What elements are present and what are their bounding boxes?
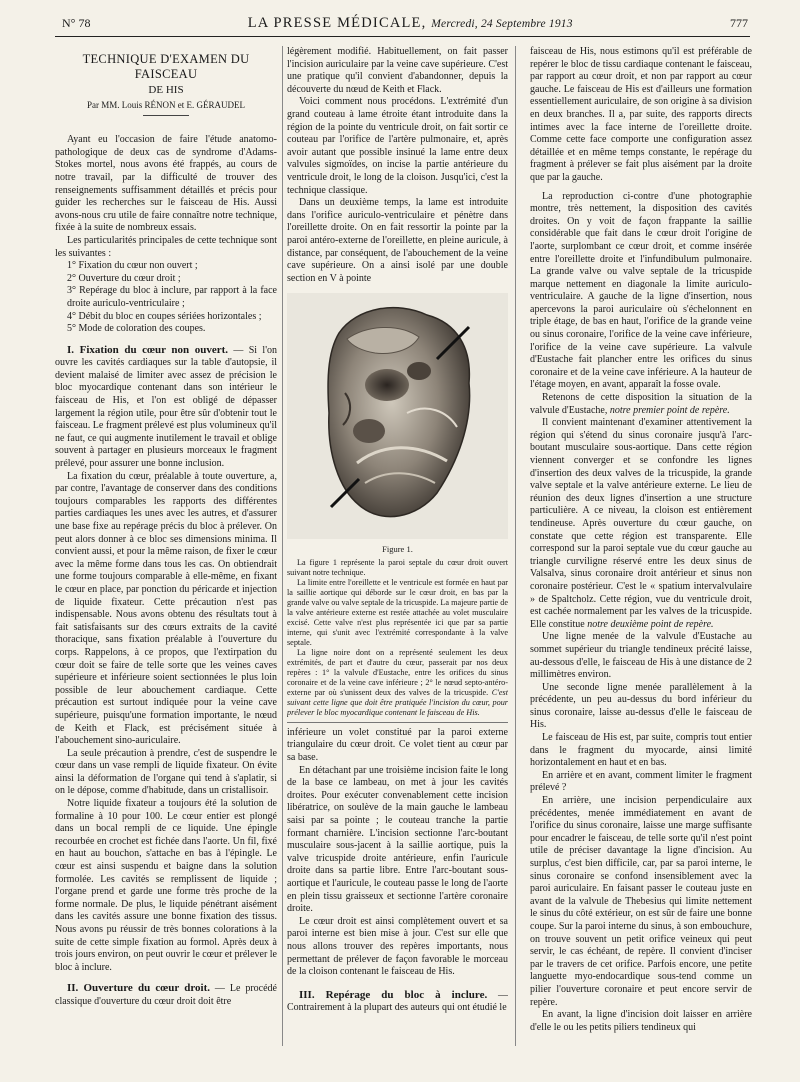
section-heading: III. Repérage du bloc à inclure. — [299, 988, 488, 1001]
paragraph: légèrement modifié. Habituellement, on fait passer l'incision auriculaire par la veine cave supérieure. C'est une pratique qu'il convient d'abandonner, depuis la découverte du nœud de Keith et Flack. — [287, 46, 508, 95]
paragraph-text: Retenons de cette disposition la situation de la valvule d'Eustache, — [530, 392, 752, 416]
paragraph: En avant, la ligne d'incision doit laisser en arrière d'elle le ou les petits piliers tendineux qui — [530, 1009, 752, 1033]
column-3 — [530, 46, 752, 1062]
landmark-one: notre premier point de repère. — [609, 404, 730, 416]
paragraph — [530, 417, 752, 631]
article-authors: Par MM. Louis RÉNON et E. GÉRAUDEL — [87, 99, 245, 110]
section-text: — Si l'on ouvre les cavités cardiaques sur la table d'autopsie, il devient malaisé de limiter avec assez de précision le bloc myocardique contenant dans son intérieur le faisceau de His, et l'on est obligé de dépasser largement la région utile, pour être sûr d'obtenir tout le faisceau. Le fragment prélevé est plus volumineux qu'il ne faut, ce qui augmente inutilement le travail et oblige souvent à partager en plusieurs morceaux le fragment prélevé, pour assurer une bonne inclusion. — [55, 344, 277, 470]
heart-photo-image — [287, 293, 508, 539]
heart-photograph — [287, 293, 508, 539]
landmark-two: notre deuxième point de repère. — [587, 618, 714, 630]
column-2 — [287, 46, 508, 1056]
list-item: 3° Repérage du bloc à inclure, par rapport à la face droite auriculo-ventriculaire ; — [67, 285, 277, 309]
paragraph: La reproduction ci-contre d'une photographie montre, très nettement, la disposition des cavités droites. On y voit de façon frappante la saillie considérable que fait dans le cœur droit l'origine de l'aorte, surplombant ce cœur droit, et comme insérée entre l'oreillette droite et l'infundibulum pulmonaire. La grande valve ou valve septale de la tricuspide marque nettement en diagonale la limite auriculo-ventriculaire. A gauche de la ligne d'insertion, nous apercevons la paroi auriculaire où s'échelonnent en triple étage, de bas en haut, l'orifice de la grande veine ou sinus coronaire, l'orifice de la veine cave inférieure, l'orifice de la veine cave supérieure. La valvule d'Eustache fait plancher entre les orifices du sinus coronaire et de la veine cave inférieure. A la hauteur de l'étage moyen, en avant, apparaît la fosse ovale. — [530, 190, 752, 391]
list-item: 1° Fixation du cœur non ouvert ; — [67, 260, 198, 272]
legend-paragraph — [287, 648, 508, 718]
paragraph: Une ligne menée de la valvule d'Eustache au sommet supérieur du triangle tendineux précité laisse, au-dessous d'elle, le faisceau de His à une distance de 2 millimètres environ. — [530, 631, 752, 681]
article-title-line2: DE HIS — [148, 84, 184, 96]
column-1 — [55, 46, 277, 1046]
paragraph: Voici comment nous procédons. L'extrémité d'un grand couteau à lame étroite étant introduite dans la région de la pointe du ventricule droit, on fait sortir ce couteau par l'orifice de l'artère pulmonaire, et, après avoir autant que possible insinué la lame entre deux valvules sigmoïdes, on incise la partie antérieure du ventricule droit, le long de la cloison. Jusqu'ici, c'est la technique classique. — [287, 96, 508, 196]
list-item: 4° Débit du bloc en coupes sériées horizontales ; — [67, 310, 262, 322]
section-3 — [287, 989, 508, 1015]
paragraph — [530, 392, 752, 417]
list-item: 2° Ouverture du cœur droit ; — [67, 272, 181, 284]
header-rule — [55, 36, 750, 37]
paragraph: inférieure un volet constitué par la paroi externe triangulaire du cœur droit. Ce volet tient au cœur par sa base. — [287, 726, 508, 764]
article-title: TECHNIQUE D'EXAMEN DU FAISCEAU — [82, 52, 250, 81]
paragraph: Dans un deuxième temps, la lame est introduite dans l'orifice auriculo-ventriculaire et pénètre dans l'oreillette droite. On en fait ressortir la pointe par la paroi antéro-externe de l'oreillette, en pleine auricule, à distance, par conséquent, de l'abouchement de la veine cave supérieure. On a ainsi isolé par une double section en V à pointe — [287, 197, 508, 284]
paragraph: Le faisceau de His est, par suite, compris tout entier dans le fragment du myocarde, ainsi limité horizontalement en haut et en bas. — [530, 732, 752, 769]
list-item: 5° Mode de coloration des coupes. — [67, 323, 206, 335]
legend-paragraph: La figure 1 représente la paroi septale du cœur droit ouvert suivant notre technique. — [287, 557, 508, 577]
paragraph: La seule précaution à prendre, c'est de suspendre le cœur dans un vase rempli de liquide fixateur. On évite ainsi la déformation de l'organe qui tend à s'aplatir, si on le dépose, comme d'habitude, dans un cristallisoir. — [55, 747, 277, 797]
paragraph: En arrière et en avant, comment limiter le fragment prélevé ? — [530, 769, 752, 794]
column-rule-1 — [282, 46, 283, 1046]
column-rule-2 — [515, 46, 516, 1046]
figure-label: Figure 1. — [382, 544, 413, 555]
section-heading: II. Ouverture du cœur droit. — [67, 982, 210, 995]
section-text: — Contrairement à la plupart des auteurs qui ont étudié le — [287, 989, 508, 1014]
paragraph: En détachant par une troisième incision faite le long de la base ce lambeau, on met à jour les cavités droites. Pour exécuter convenablement cette incision libératrice, on soulève de la main gauche le lambeau saisi par sa pointe ; le couteau tranche la partie formant charnière. L'incision sectionne l'arc-boutant musculaire sous-jacent à la saillie aortique, puis la valve tricuspide droite antérieure, enfin l'auricule droite dans sa partie libre. Entre l'arc-boutant sous-aortique et l'auricule, le couteau passe le long de l'aorte en plein tissu graisseux et sectionne l'artère coronaire droite. — [287, 764, 508, 915]
paragraph-text: Il convient maintenant d'examiner attentivement la région qui s'étend du sinus coronaire jusqu'à l'arc-boutant musculaire sous-aortique. Dans cette région viennent converger et se confondre les lignes d'insertion des deux valves de la tricuspide, la grande valve septale et la valve antérieure externe. Le lieu de réunion des deux lignes d'insertion a une structure particulière. A ce niveau, la cloison est entièrement tendineuse. Après ouverture du cœur gauche, on constate que cette région est transparente. Elle correspond sur la paroi septale vue du cœur gauche au triangle curviligne réservé entre les deux sinus de Valsalva, sinus coronaire droit antérieur et sinus non coronaire postérieur. C'est le « spatium intervalvulaire » de Spaltcholz. Cette région, vue du ventricule droit, est cachée normalement par les valves de la tricuspide. Elle constitue — [530, 417, 752, 630]
legend-italic: C'est suivant cette ligne que doit être pratiquée l'incision du cœur, pour prélever le bloc myocardique contenant le faisceau de His. — [287, 687, 508, 717]
issue-number: N° 78 — [62, 16, 91, 30]
paragraph: La fixation du cœur, préalable à toute ouverture, a, par contre, l'avantage de conserver dans des conditions toujours comparables les rapports des différentes parties cardiaques les unes avec les autres, et d'assurer une base fixe au repérage précis du bloc à prélever. On peut alors donner à ce bloc ses dimensions minima. Il convient aussi, et pour la même raison, de fixer le cœur avec la même forme dans tous les cas. On obtiendrait une forme toujours comparable à elle-même, en fixant le cœur en place, par ponction du péricarde et injection de liquide fixateur. Cette précaution n'est pas indispensable. Nous avons obtenu des résultats tout à fait satisfaisants sur des cœurs extraits de la cavité thoracique, sans fixation préalable à l'ouverture du corps. Rappelons, à ce propos, que l'extirpation du cœur doit se faire de telle sorte que les veines caves supérieure et inférieure soient sectionnées le plus loin possible de leur abouchement cardiaque. Cette précaution est surtout indiquée pour la veine cave supérieure, puisqu'une formation importante, le nœud de Keith et Flack, est précisément située à l'abouchement sino-auriculaire. — [55, 470, 277, 747]
journal-name: LA PRESSE MÉDICALE, — [247, 15, 427, 31]
journal-title — [248, 15, 573, 32]
figure-legend — [287, 558, 508, 718]
legend-text: La ligne noire dont on a représenté seulement les deux extrémités, de part et d'autre du cœur, passerait par nos deux repères : 1° la valvule d'Eustache, entre les orifices du sinus coronaire et de la veine cave inférieure ; 2° le nœud septo-antéro-externe par où s'unissent deux des valves de la tricuspide. — [287, 647, 508, 697]
paragraph: Notre liquide fixateur a toujours été la solution de formaline à 10 pour 100. Le cœur entier est plongé dans un bocal rempli de ce liquide. Une épingle recourbée en crochet est fichée dans l'aorte. Un fil, fixé en haut au bouchon, s'attache en bas à l'épingle. Le cœur est ainsi suspendu et baigne dans la solution formolée. Les cavités se remplissent de liquide ; l'organe prend et garde une forme très proche de la forme normale. De plus, le liquide pénétrant aisément dans les cavités assure une bonne fixation des tissus. Nous avons pu réussir de très bonnes colorations à la suite de cette simple fixation au formol. Après deux à trois jours environ, on peut ouvrir le cœur et prélever le bloc à inclure. — [55, 798, 277, 973]
section-2 — [55, 982, 277, 1008]
legend-paragraph: La limite entre l'oreillette et le ventricule est formée en haut par la saillie aortique qui déborde sur le cœur droit, en bas par la grande valve ou valve septale de la tricuspide. La majeure partie de la valve antérieure externe est restée attachée au volet musculaire excisé. Cette valve n'est plus représentée ici que par sa partie interne, qui s'unit avec l'extrémité correspondante à la valve septale. — [287, 577, 508, 647]
paragraph: Ayant eu l'occasion de faire l'étude anatomo-pathologique de deux cas de syndrome d'Adams-Stokes mortel, nous avons été frappés, au cours de notre travail, par la difficulté de trouver des renseignements suffisamment détaillés et précis pour guider les recherches sur le faisceau de His. Aussi avons-nous cru utile de faire connaître notre technique, fixée à la suite de nombreux essais. — [55, 134, 277, 234]
section-heading: I. Fixation du cœur non ouvert. — [67, 343, 229, 356]
issue-date: Mercredi, 24 Septembre 1913 — [431, 18, 573, 30]
paragraph: faisceau de His, nous estimons qu'il est préférable de repérer le bloc de tissu cardiaque contenant le faisceau, par rapport au cœur droit, et non par rapport au cœur gauche. Le faisceau de His est d'ailleurs une formation essentiellement auriculaire, de son origine à sa division en deux branches. Il a, par suite, des rapports directs intimes avec la face interne de l'oreillette droite. Comme cette face comporte une configuration assez détaillée et en même temps constante, le repérage du fragment à prélever se fait plus aisément par la droite que par la gauche. — [530, 46, 752, 183]
title-rule — [143, 115, 189, 116]
page-number: 777 — [729, 16, 748, 30]
legend-rule — [287, 722, 508, 723]
running-header — [62, 15, 748, 37]
paragraph: Les particularités principales de cette technique sont les suivantes : — [55, 234, 277, 259]
summary-list — [55, 260, 277, 336]
paragraph: En arrière, une incision perpendiculaire aux précédentes, menée immédiatement en avant de l'orifice du sinus coronaire, laisse une marge suffisante pour encadrer le faisceau, de telle sorte qu'il n'est point utile de préciser davantage la ligne d'incision. Au surplus, c'est bien difficile, car, par sa paroi interne, le sinus coronaire se confond insensiblement avec la paroi auriculaire. En faisant passer le couteau juste en avant de la valvule de Thebesius qui limite nettement le sinus du côté extérieur, on est sûr de faire une bonne coupe. Sur la paroi interne du sinus, à son embouchure, on trouve souvent un petit orifice veineux qui peut servir, le cas échéant, de repère. Il convient d'inciser par le travers de cet orifice. Parfois encore, une petite languette myo-endocardique sous-tend comme un pilier l'ouverture coronaire et peut encore servir de repère. — [530, 795, 752, 1008]
paragraph: Une seconde ligne menée parallèlement à la précédente, un peu au-dessus du bord inférieur du sinus coronaire, laisse au-dessus d'elle le faisceau de His. — [530, 681, 752, 731]
section-text: — Le procédé classique d'ouverture du cœur droit doit être — [55, 983, 277, 1007]
section-1 — [55, 344, 277, 471]
paragraph: Le cœur droit est ainsi complètement ouvert et sa paroi interne est bien mise à jour. C'est sur elle que nous allons trouver des repères importants, nous permettant de prélever de façon favorable le morceau de la cloison contenant le faisceau de His. — [287, 915, 508, 978]
